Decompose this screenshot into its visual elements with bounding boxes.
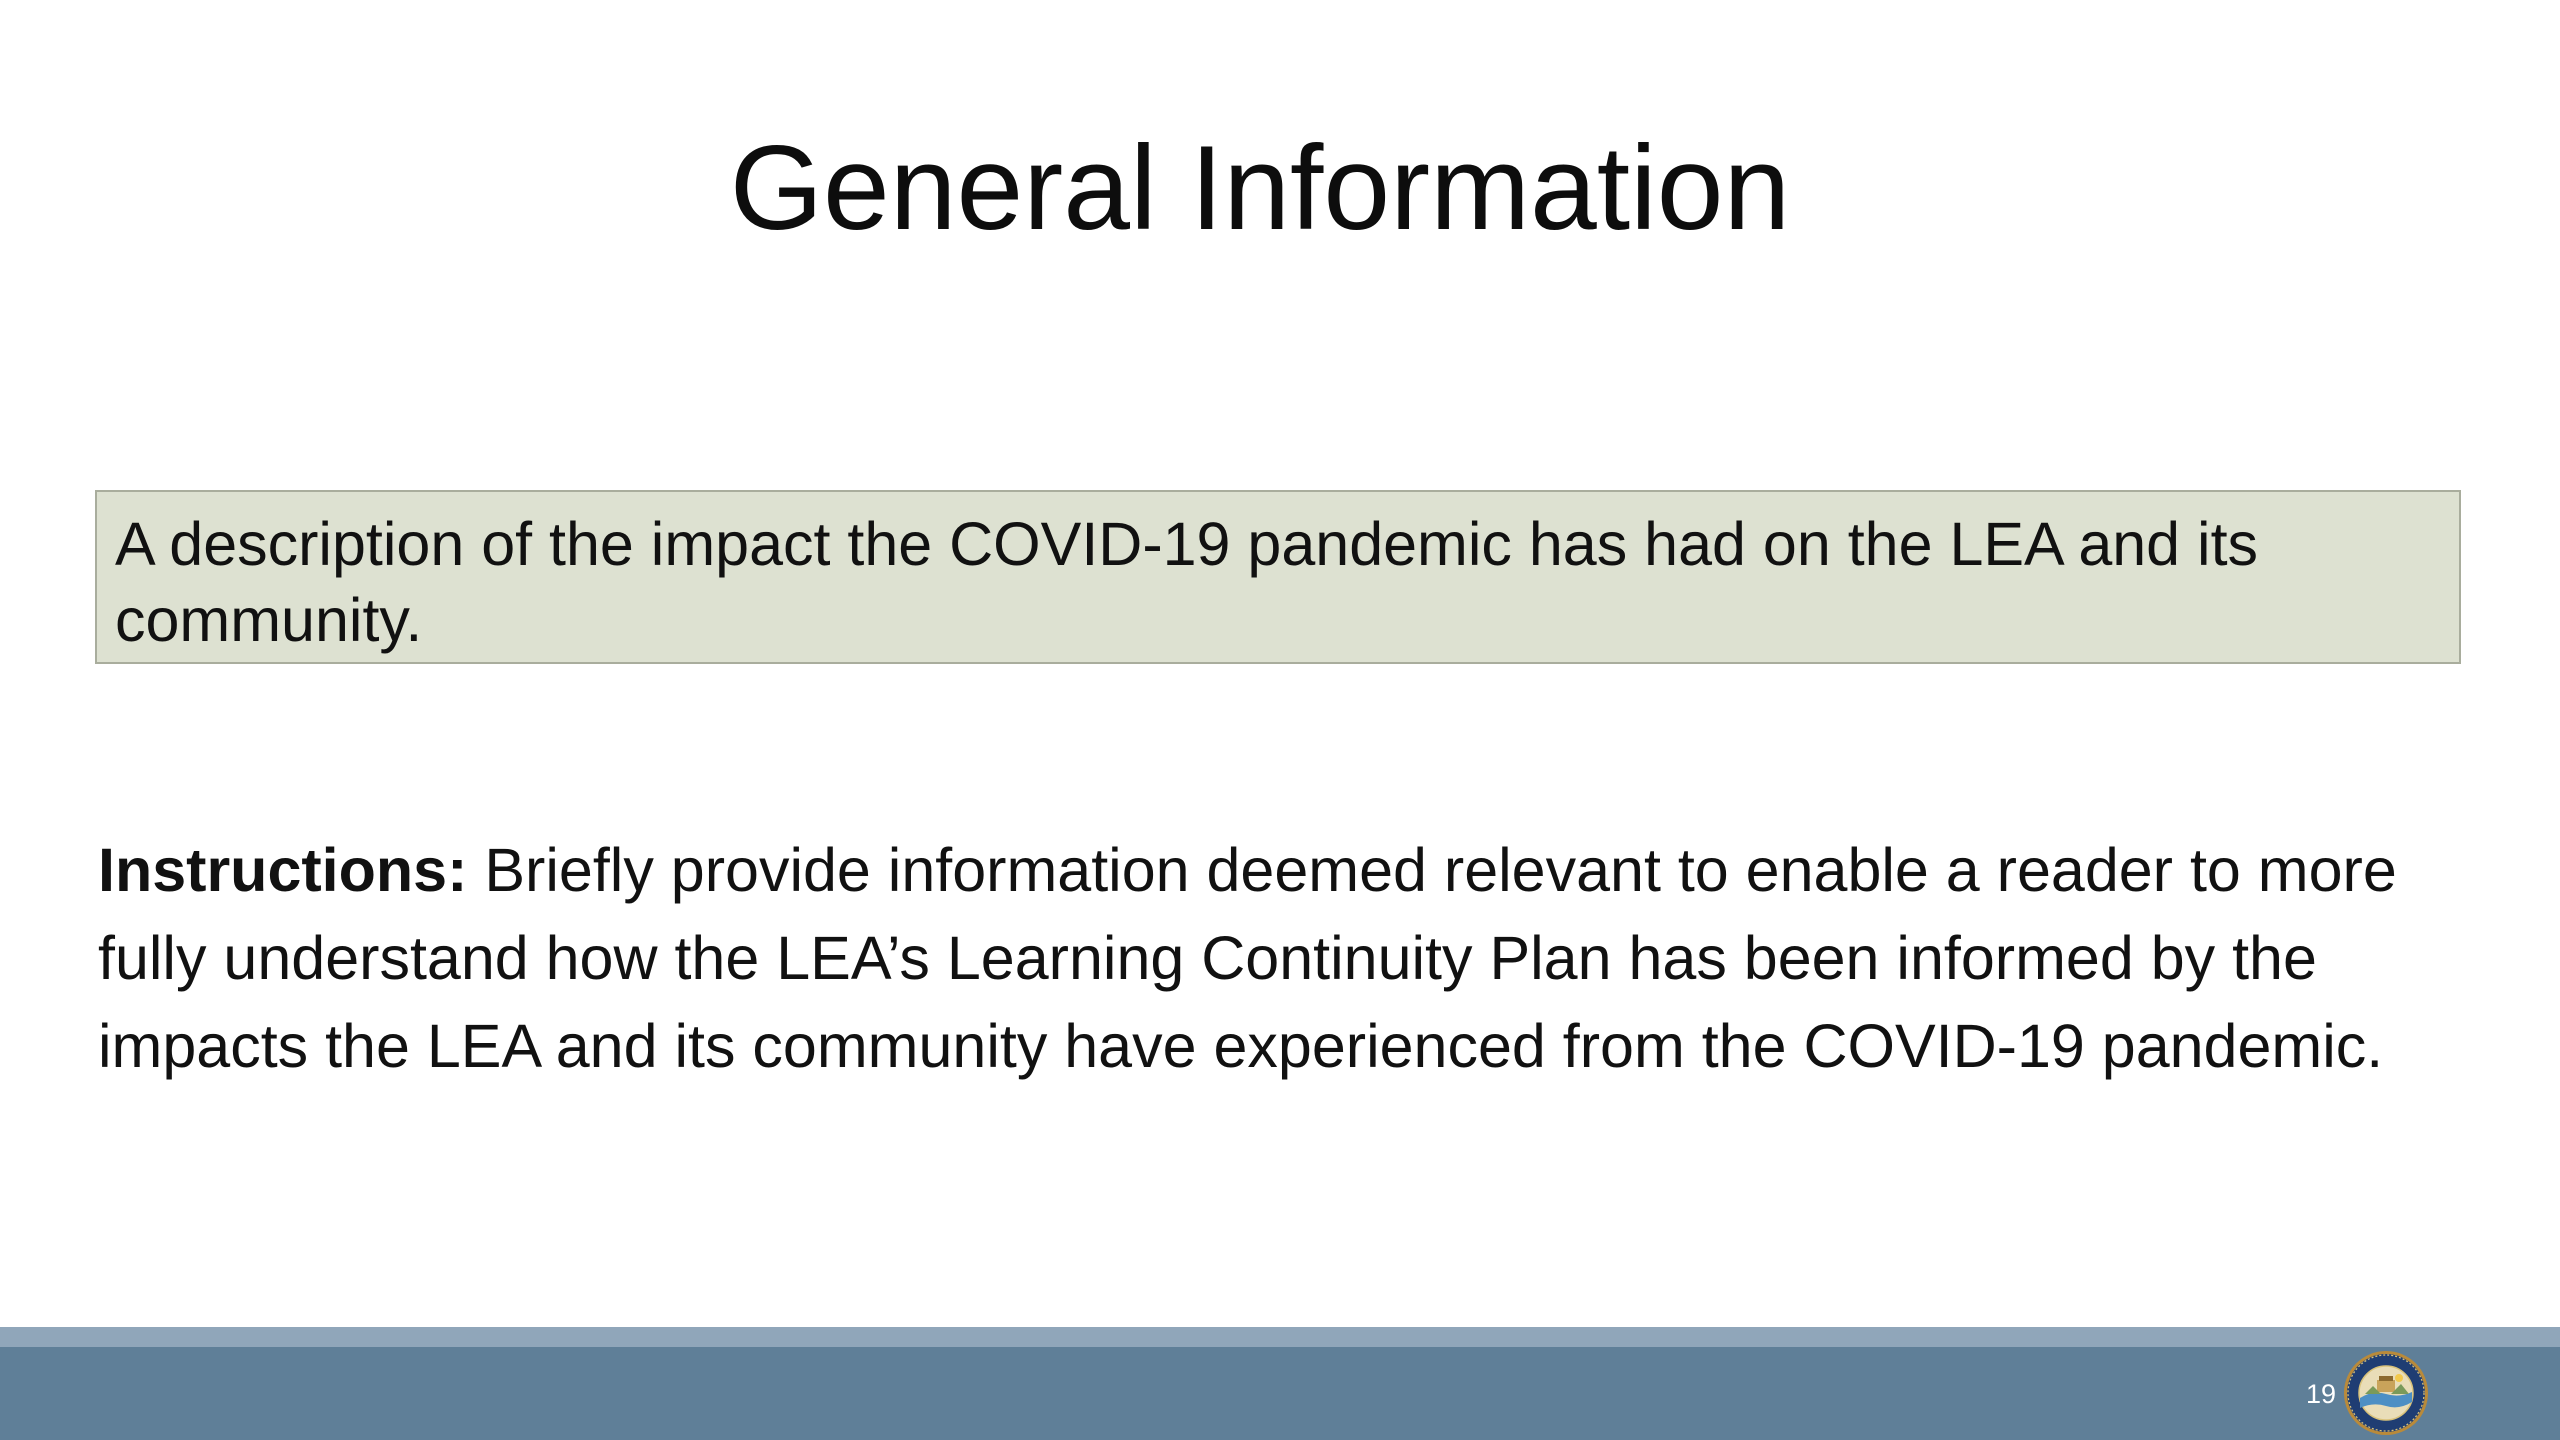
prompt-box — [95, 490, 2461, 664]
prompt-box-text: A description of the impact the COVID-19 pandemic has had on the LEA and its community. — [115, 510, 2259, 654]
instructions-body: Briefly provide information deemed relevant to enable a reader to more fully understand how the LEA’s Learning Continuity Plan has been informed by the impacts the LEA and its community have experienced from the COVID-19 pandemic. — [98, 836, 2397, 1080]
page-number: 19 — [2305, 1379, 2336, 1409]
california-department-of-education-seal-icon — [2343, 1350, 2429, 1436]
slide-title: General Information — [729, 121, 1791, 255]
footer-stripe — [0, 1327, 2560, 1347]
instructions-paragraph — [98, 826, 2478, 1090]
footer-bar — [0, 1347, 2560, 1440]
instructions-lead: Instructions: — [98, 836, 468, 904]
